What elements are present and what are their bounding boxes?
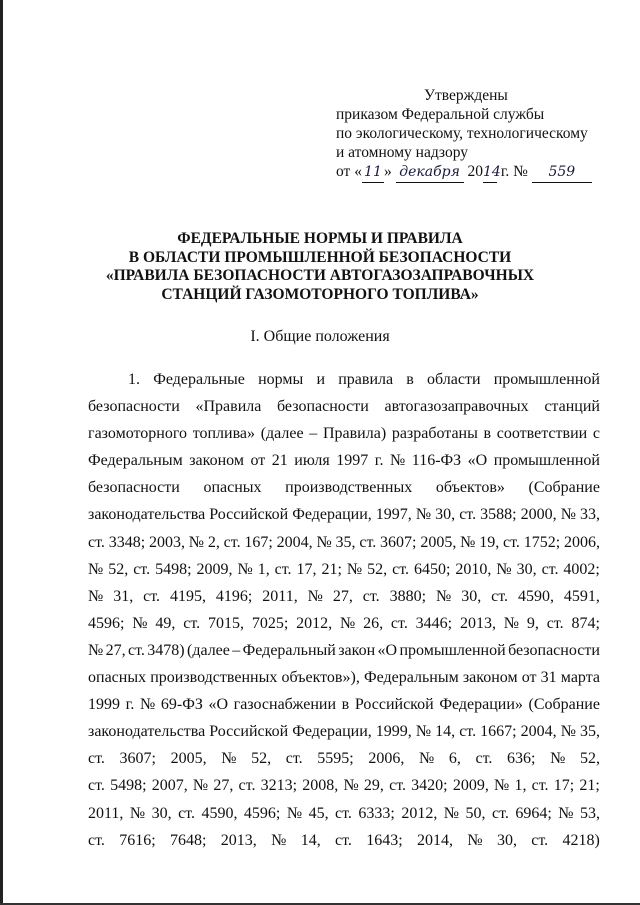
word: 17,	[296, 560, 317, 578]
word: станций	[544, 398, 600, 416]
word: 6333;	[358, 804, 395, 822]
word: ст.	[223, 533, 241, 551]
word: №	[88, 560, 104, 578]
word: 1643;	[366, 831, 403, 849]
paragraph-line	[88, 637, 600, 664]
word: 21	[271, 452, 288, 470]
word: 52,	[108, 560, 129, 578]
word: №	[460, 533, 476, 551]
handwritten-order-number: 559	[532, 163, 592, 183]
word: 1752;	[523, 533, 561, 551]
word: 21;	[321, 560, 342, 578]
word: 2013,	[220, 831, 257, 849]
word: г.	[374, 452, 384, 470]
word: 33,	[580, 506, 600, 524]
paragraph-line	[88, 800, 600, 827]
word: №	[286, 804, 303, 822]
word: 27,	[213, 777, 234, 795]
approval-date-line	[336, 162, 616, 183]
word: Федеральным	[363, 669, 459, 687]
word: 6964;	[515, 804, 552, 822]
word: 49,	[155, 614, 176, 632]
word: Федеральный	[242, 641, 336, 659]
word: в	[483, 425, 492, 443]
approval-block	[336, 86, 616, 183]
date-mid: »	[383, 163, 392, 180]
word: и	[316, 371, 326, 388]
word: «Правила	[195, 398, 262, 416]
word: «О	[377, 641, 398, 659]
word: №	[346, 560, 363, 578]
handwritten-year: 14	[483, 163, 497, 183]
word: №	[271, 831, 287, 849]
word: №	[221, 750, 237, 768]
word: 4596;	[88, 614, 125, 632]
word: 4591,	[563, 587, 600, 605]
word: 7648;	[170, 831, 207, 849]
year-prefix: 20	[467, 163, 483, 180]
word: 2,	[207, 533, 220, 551]
word: 4590,	[201, 804, 238, 822]
word: 3446;	[415, 614, 453, 632]
word: «О	[208, 696, 229, 714]
word: 2012,	[401, 804, 438, 822]
word: №	[558, 804, 574, 822]
word: безопасности	[88, 398, 180, 416]
word: ст.	[541, 560, 559, 578]
word: 7015,	[207, 614, 244, 632]
word: ст.	[475, 750, 493, 768]
word: №	[237, 560, 253, 578]
word: ст.	[503, 533, 520, 551]
word: ст.	[88, 533, 105, 551]
word: №	[188, 533, 205, 551]
word: ст.	[531, 777, 549, 795]
word: №	[129, 804, 146, 822]
paragraph-line	[88, 447, 600, 474]
word: 2008,	[302, 777, 339, 795]
paragraph-line	[88, 420, 600, 447]
word: ст.	[459, 506, 477, 524]
word: марта	[560, 669, 600, 687]
word: ст.	[392, 560, 409, 578]
word: 3880;	[389, 587, 427, 605]
word: 14,	[300, 831, 321, 849]
word: промышленной	[399, 641, 506, 659]
word: в	[406, 371, 414, 388]
word: 2010,	[455, 560, 492, 578]
word: газоснабжении	[233, 696, 337, 714]
word: ст.	[362, 587, 380, 605]
word: 27,	[332, 587, 353, 605]
word: законодательства	[88, 723, 206, 741]
word: 5595;	[317, 750, 354, 768]
word: №	[503, 614, 520, 632]
word: соответствии	[496, 425, 588, 443]
word: 17;	[553, 777, 575, 795]
paragraph-line	[88, 583, 600, 610]
word: 1,	[257, 560, 270, 578]
word: ст.	[335, 804, 352, 822]
word: 874;	[571, 614, 600, 632]
word: промышленной	[493, 452, 600, 470]
word: 2006,	[368, 750, 405, 768]
paragraph-line	[88, 529, 600, 556]
word: №	[415, 506, 432, 524]
word: 3588;	[480, 506, 517, 524]
word: ст.	[359, 533, 377, 551]
word: 2014,	[417, 831, 454, 849]
word: №	[467, 831, 483, 849]
word: ст.	[88, 777, 105, 795]
word: топлива»	[192, 425, 256, 443]
word: №	[316, 533, 332, 551]
word: №	[415, 723, 432, 741]
word: №	[132, 614, 148, 632]
word: 1999,	[375, 723, 412, 741]
word: 19,	[479, 533, 500, 551]
word: ст.	[143, 587, 161, 605]
word: 4195,	[169, 587, 206, 605]
word: ст.	[88, 750, 105, 768]
word: 1,	[514, 777, 527, 795]
word: 2013,	[459, 614, 496, 632]
paragraph-line	[88, 664, 600, 691]
paragraph-line	[88, 501, 600, 528]
word: ст.	[178, 804, 195, 822]
word: 4002;	[563, 560, 600, 578]
word: 30,	[461, 587, 482, 605]
word: 116-ФЗ	[411, 452, 462, 470]
date-prefix: от «	[336, 163, 362, 180]
word: «О	[467, 452, 488, 470]
word: 35,	[335, 533, 356, 551]
word: 2004,	[276, 533, 313, 551]
word: 21;	[579, 777, 600, 795]
word: №	[390, 452, 406, 470]
word: промышленной	[493, 371, 600, 388]
word: Российской	[354, 696, 434, 714]
word: 3420;	[411, 777, 448, 795]
paragraph-line	[88, 718, 600, 745]
word: №	[339, 614, 356, 632]
word: 2009,	[196, 560, 233, 578]
word: 35,	[580, 723, 600, 741]
word: 30,	[496, 831, 517, 849]
title-line-1: ФЕДЕРАЛЬНЫЕ НОРМЫ И ПРАВИЛА	[177, 230, 463, 247]
word: ст.	[546, 614, 564, 632]
word: (далее	[260, 425, 304, 443]
word: 6,	[448, 750, 461, 768]
word: ст.	[531, 831, 549, 849]
word: законом	[189, 452, 244, 470]
word: №	[88, 587, 104, 605]
paragraph-line	[88, 745, 600, 772]
word: 52,	[251, 750, 272, 768]
word: 30,	[516, 560, 537, 578]
word: 2011,	[88, 804, 124, 822]
word: 30,	[151, 804, 172, 822]
paragraph-body	[88, 366, 600, 854]
word: производственных	[150, 669, 278, 687]
title-line-3: «ПРАВИЛА БЕЗОПАСНОСТИ АВТОГАЗОЗАПРАВОЧНЫХ	[105, 267, 535, 284]
word: №	[418, 750, 435, 768]
word: 50,	[465, 804, 486, 822]
word: 2009,	[452, 777, 489, 795]
word: ст.	[491, 587, 509, 605]
word: 26,	[363, 614, 384, 632]
word: №	[494, 777, 510, 795]
word: безопасности	[276, 398, 369, 416]
word: безопасности	[508, 641, 600, 659]
word: Российской	[209, 723, 289, 741]
word: 4596;	[243, 804, 281, 822]
title-line-2: В ОБЛАСТИ ПРОМЫШЛЕННОЙ БЕЗОПАСНОСТИ	[128, 248, 512, 266]
word: №	[307, 587, 323, 605]
word: 1667;	[480, 723, 517, 741]
document-title	[90, 230, 550, 304]
word: объектов»	[435, 479, 505, 497]
word: 3348;	[108, 533, 146, 551]
word: Федерации,	[292, 506, 372, 524]
word: автогазозаправочных	[384, 398, 529, 416]
word: от	[250, 452, 266, 470]
word: 3607;	[119, 750, 156, 768]
word: 2003,	[148, 533, 185, 551]
word: производственных	[285, 479, 413, 497]
word: 4218)	[562, 831, 600, 849]
word: №	[443, 804, 460, 822]
word: №	[192, 777, 209, 795]
word: 3607;	[380, 533, 417, 551]
paragraph-line	[88, 827, 600, 854]
word: 2004,	[520, 723, 557, 741]
word: 45,	[308, 804, 329, 822]
word: 2012,	[296, 614, 333, 632]
word: №	[550, 750, 566, 768]
word: 1.	[128, 371, 140, 388]
word: 2005,	[170, 750, 207, 768]
paragraph-line	[88, 393, 600, 420]
word: 636;	[506, 750, 536, 768]
word: 31	[540, 669, 557, 687]
word: ст.	[128, 641, 145, 659]
word: ст.	[389, 777, 406, 795]
word: №	[560, 506, 576, 524]
word: ст.	[459, 723, 477, 741]
word: ст.	[133, 560, 151, 578]
approval-line-2: приказом Федеральной службы	[336, 106, 545, 123]
word: 1997	[336, 452, 369, 470]
word: 30,	[435, 506, 456, 524]
word: 1997,	[375, 506, 412, 524]
word: объектов»),	[281, 669, 360, 687]
word: 2000,	[520, 506, 557, 524]
approval-line-3: по экологическому, технологическому	[336, 125, 588, 142]
word: (далее	[186, 641, 230, 659]
word: Федерации,	[292, 723, 372, 741]
word: 167;	[244, 533, 273, 551]
word: 2011,	[262, 587, 298, 605]
word: Правила)	[322, 425, 387, 443]
word: нормы	[258, 371, 304, 388]
word: ст.	[390, 614, 408, 632]
word: области	[427, 371, 481, 388]
word: 52,	[367, 560, 388, 578]
word: законом	[462, 669, 518, 687]
word: 4196;	[215, 587, 253, 605]
word: июля	[294, 452, 330, 470]
word: №	[560, 723, 576, 741]
paragraph-line	[88, 691, 600, 718]
word: Федеральным	[88, 452, 183, 470]
word: Федерации»	[439, 696, 523, 714]
approval-line-4: и атомному надзору	[336, 144, 468, 161]
number-label: г. №	[500, 163, 528, 180]
word: газомоторного	[88, 425, 188, 443]
word: 9,	[526, 614, 539, 632]
word: 31,	[113, 587, 134, 605]
word: ст.	[274, 560, 292, 578]
word: (Собрание	[528, 479, 600, 497]
word: ст.	[183, 614, 201, 632]
word: г.	[125, 696, 135, 714]
word: 2006,	[563, 533, 600, 551]
word: безопасности	[88, 479, 180, 497]
word: 52,	[579, 750, 600, 768]
word: 53,	[580, 804, 600, 822]
word: ст.	[335, 831, 352, 849]
scan-edge-left	[0, 0, 3, 905]
handwritten-month: декабря	[396, 163, 464, 183]
paragraph-line	[88, 474, 600, 501]
word: 6450;	[413, 560, 451, 578]
word: –	[309, 425, 318, 443]
paragraph-line	[88, 556, 600, 583]
word: 5498;	[155, 560, 192, 578]
word: ст.	[285, 750, 303, 768]
word: 4590,	[517, 587, 554, 605]
word: Федеральные	[153, 371, 245, 388]
word: закон	[338, 641, 376, 659]
word: 7025;	[251, 614, 289, 632]
word: 7616;	[119, 831, 156, 849]
word: 29,	[363, 777, 384, 795]
handwritten-day: 11	[362, 163, 384, 183]
word: опасных	[88, 669, 147, 687]
word: №	[88, 641, 104, 659]
word: 27,	[105, 641, 126, 659]
word: от	[521, 669, 537, 687]
word: в	[341, 696, 350, 714]
paragraph-line	[88, 610, 600, 637]
word: 2005,	[420, 533, 457, 551]
title-line-4: СТАНЦИЙ ГАЗОМОТОРНОГО ТОПЛИВА»	[161, 285, 479, 303]
word: (Собрание	[528, 696, 600, 714]
word: №	[496, 560, 512, 578]
word: ст.	[88, 831, 105, 849]
word: 3213;	[260, 777, 298, 795]
word: 69-ФЗ	[160, 696, 203, 714]
approval-line-1: Утверждены	[424, 87, 508, 104]
word: с	[592, 425, 600, 443]
paragraph-line	[88, 366, 600, 393]
word: Российской	[209, 506, 289, 524]
section-heading: I. Общие положения	[250, 328, 390, 345]
word: 5498;	[110, 777, 147, 795]
word: разработаны	[391, 425, 478, 443]
word: –	[232, 641, 241, 659]
word: 2007,	[151, 777, 188, 795]
word: 3478)	[147, 641, 185, 659]
paragraph-line	[88, 772, 600, 799]
word: 1999	[88, 696, 120, 714]
word: ст.	[491, 804, 509, 822]
word: №	[139, 696, 156, 714]
word: ст.	[238, 777, 256, 795]
word: №	[343, 777, 359, 795]
word: правила	[338, 371, 394, 388]
word: опасных	[203, 479, 262, 497]
word: №	[436, 587, 452, 605]
word: законодательства	[88, 506, 206, 524]
word: 14,	[435, 723, 456, 741]
